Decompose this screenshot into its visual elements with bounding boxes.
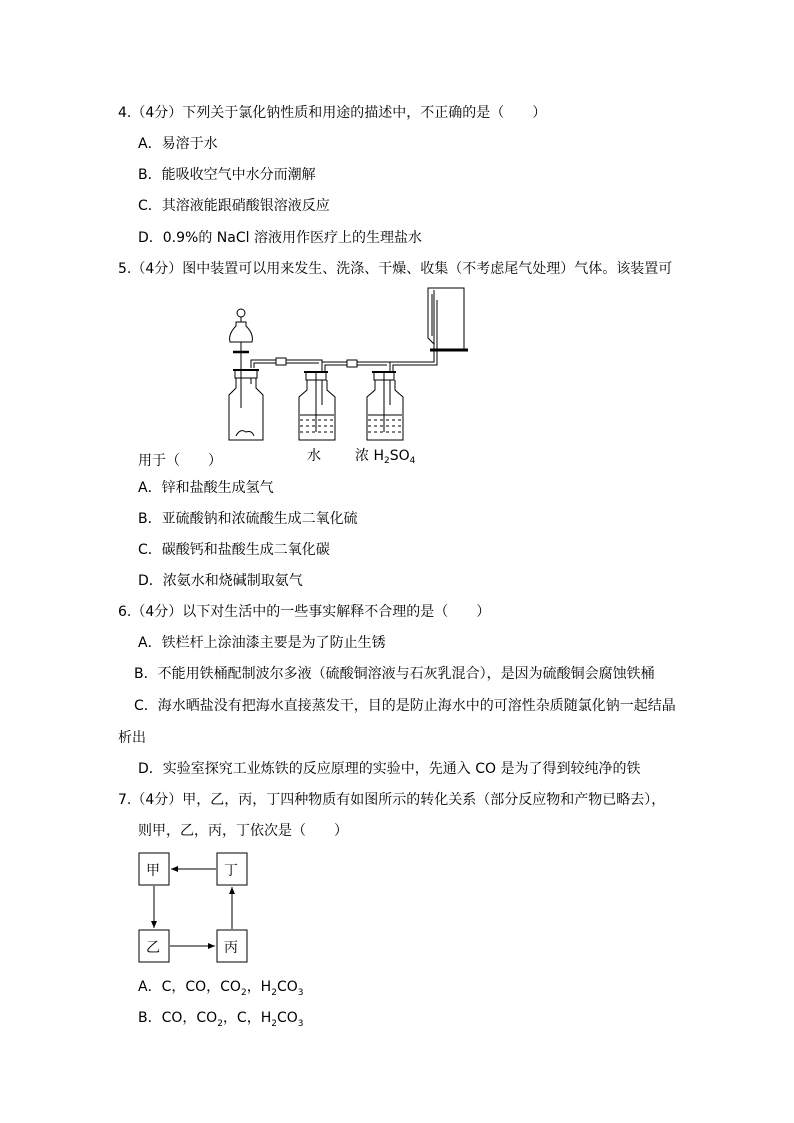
- q5-stem-cont: 用于（ ）: [138, 453, 222, 469]
- q7-option-a: A．C，CO，$CO_2$，$H_2CO_3$: [138, 979, 304, 998]
- label-water: 水: [307, 448, 321, 464]
- q6-stem: 6.（4分）以下对生活中的一些事实解释不合理的是（ ）: [118, 604, 491, 620]
- box-yi-label: 乙: [146, 940, 160, 956]
- q6-option-d: D．实验室探究工业炼铁的反应原理的实验中，先通入 CO 是为了得到较纯净的铁: [138, 761, 641, 777]
- q6-option-c-cont: 析出: [118, 730, 146, 746]
- box-jia-label: 甲: [146, 863, 160, 879]
- q7-stem: 7.（4分）甲，乙，丙，丁四种物质有如图所示的转化关系（部分反应物和产物已略去），: [118, 792, 666, 808]
- box-ding-label: 丁: [224, 863, 238, 879]
- q5-option-d: D．浓氨水和烧碱制取氨气: [138, 573, 303, 589]
- label-conc-sulfuric-acid: 浓 $H_2SO_4$: [355, 448, 416, 466]
- q5-option-c: C．碳酸钙和盐酸生成二氧化碳: [138, 542, 330, 558]
- q4-option-b: B．能吸收空气中水分而潮解: [138, 167, 316, 183]
- q4-option-d: D．0.9%的 NaCl 溶液用作医疗上的生理盐水: [138, 230, 422, 246]
- q5-stem: 5.（4分）图中装置可以用来发生、洗涤、干燥、收集（不考虑尾气处理）气体。该装置可: [118, 261, 673, 277]
- q6-option-b: B．不能用铁桶配制波尔多液（硫酸铜溶液与石灰乳混合），是因为硫酸铜会腐蚀铁桶: [134, 666, 655, 682]
- q7-option-b: B．CO，$CO_2$，C，$H_2CO_3$: [138, 1010, 304, 1029]
- q4-stem: 4.（4分）下列关于氯化钠性质和用途的描述中，不正确的是（ ）: [118, 105, 547, 121]
- q5-option-a: A．锌和盐酸生成氢气: [138, 480, 274, 496]
- q4-option-a: A．易溶于水: [138, 136, 218, 152]
- q6-option-c: C．海水晒盐没有把海水直接蒸发干，目的是防止海水中的可溶性杂质随氯化钠一起结晶: [134, 698, 676, 714]
- q4-option-c: C．其溶液能跟硝酸银溶液反应: [138, 198, 330, 214]
- q5-option-b: B．亚硫酸钠和浓硫酸生成二氧化硫: [138, 511, 358, 527]
- q6-option-a: A．铁栏杆上涂油漆主要是为了防止生锈: [138, 635, 386, 651]
- q7-stem-cont: 则甲，乙，丙，丁依次是（ ）: [138, 823, 348, 839]
- box-bing-label: 丙: [224, 940, 238, 956]
